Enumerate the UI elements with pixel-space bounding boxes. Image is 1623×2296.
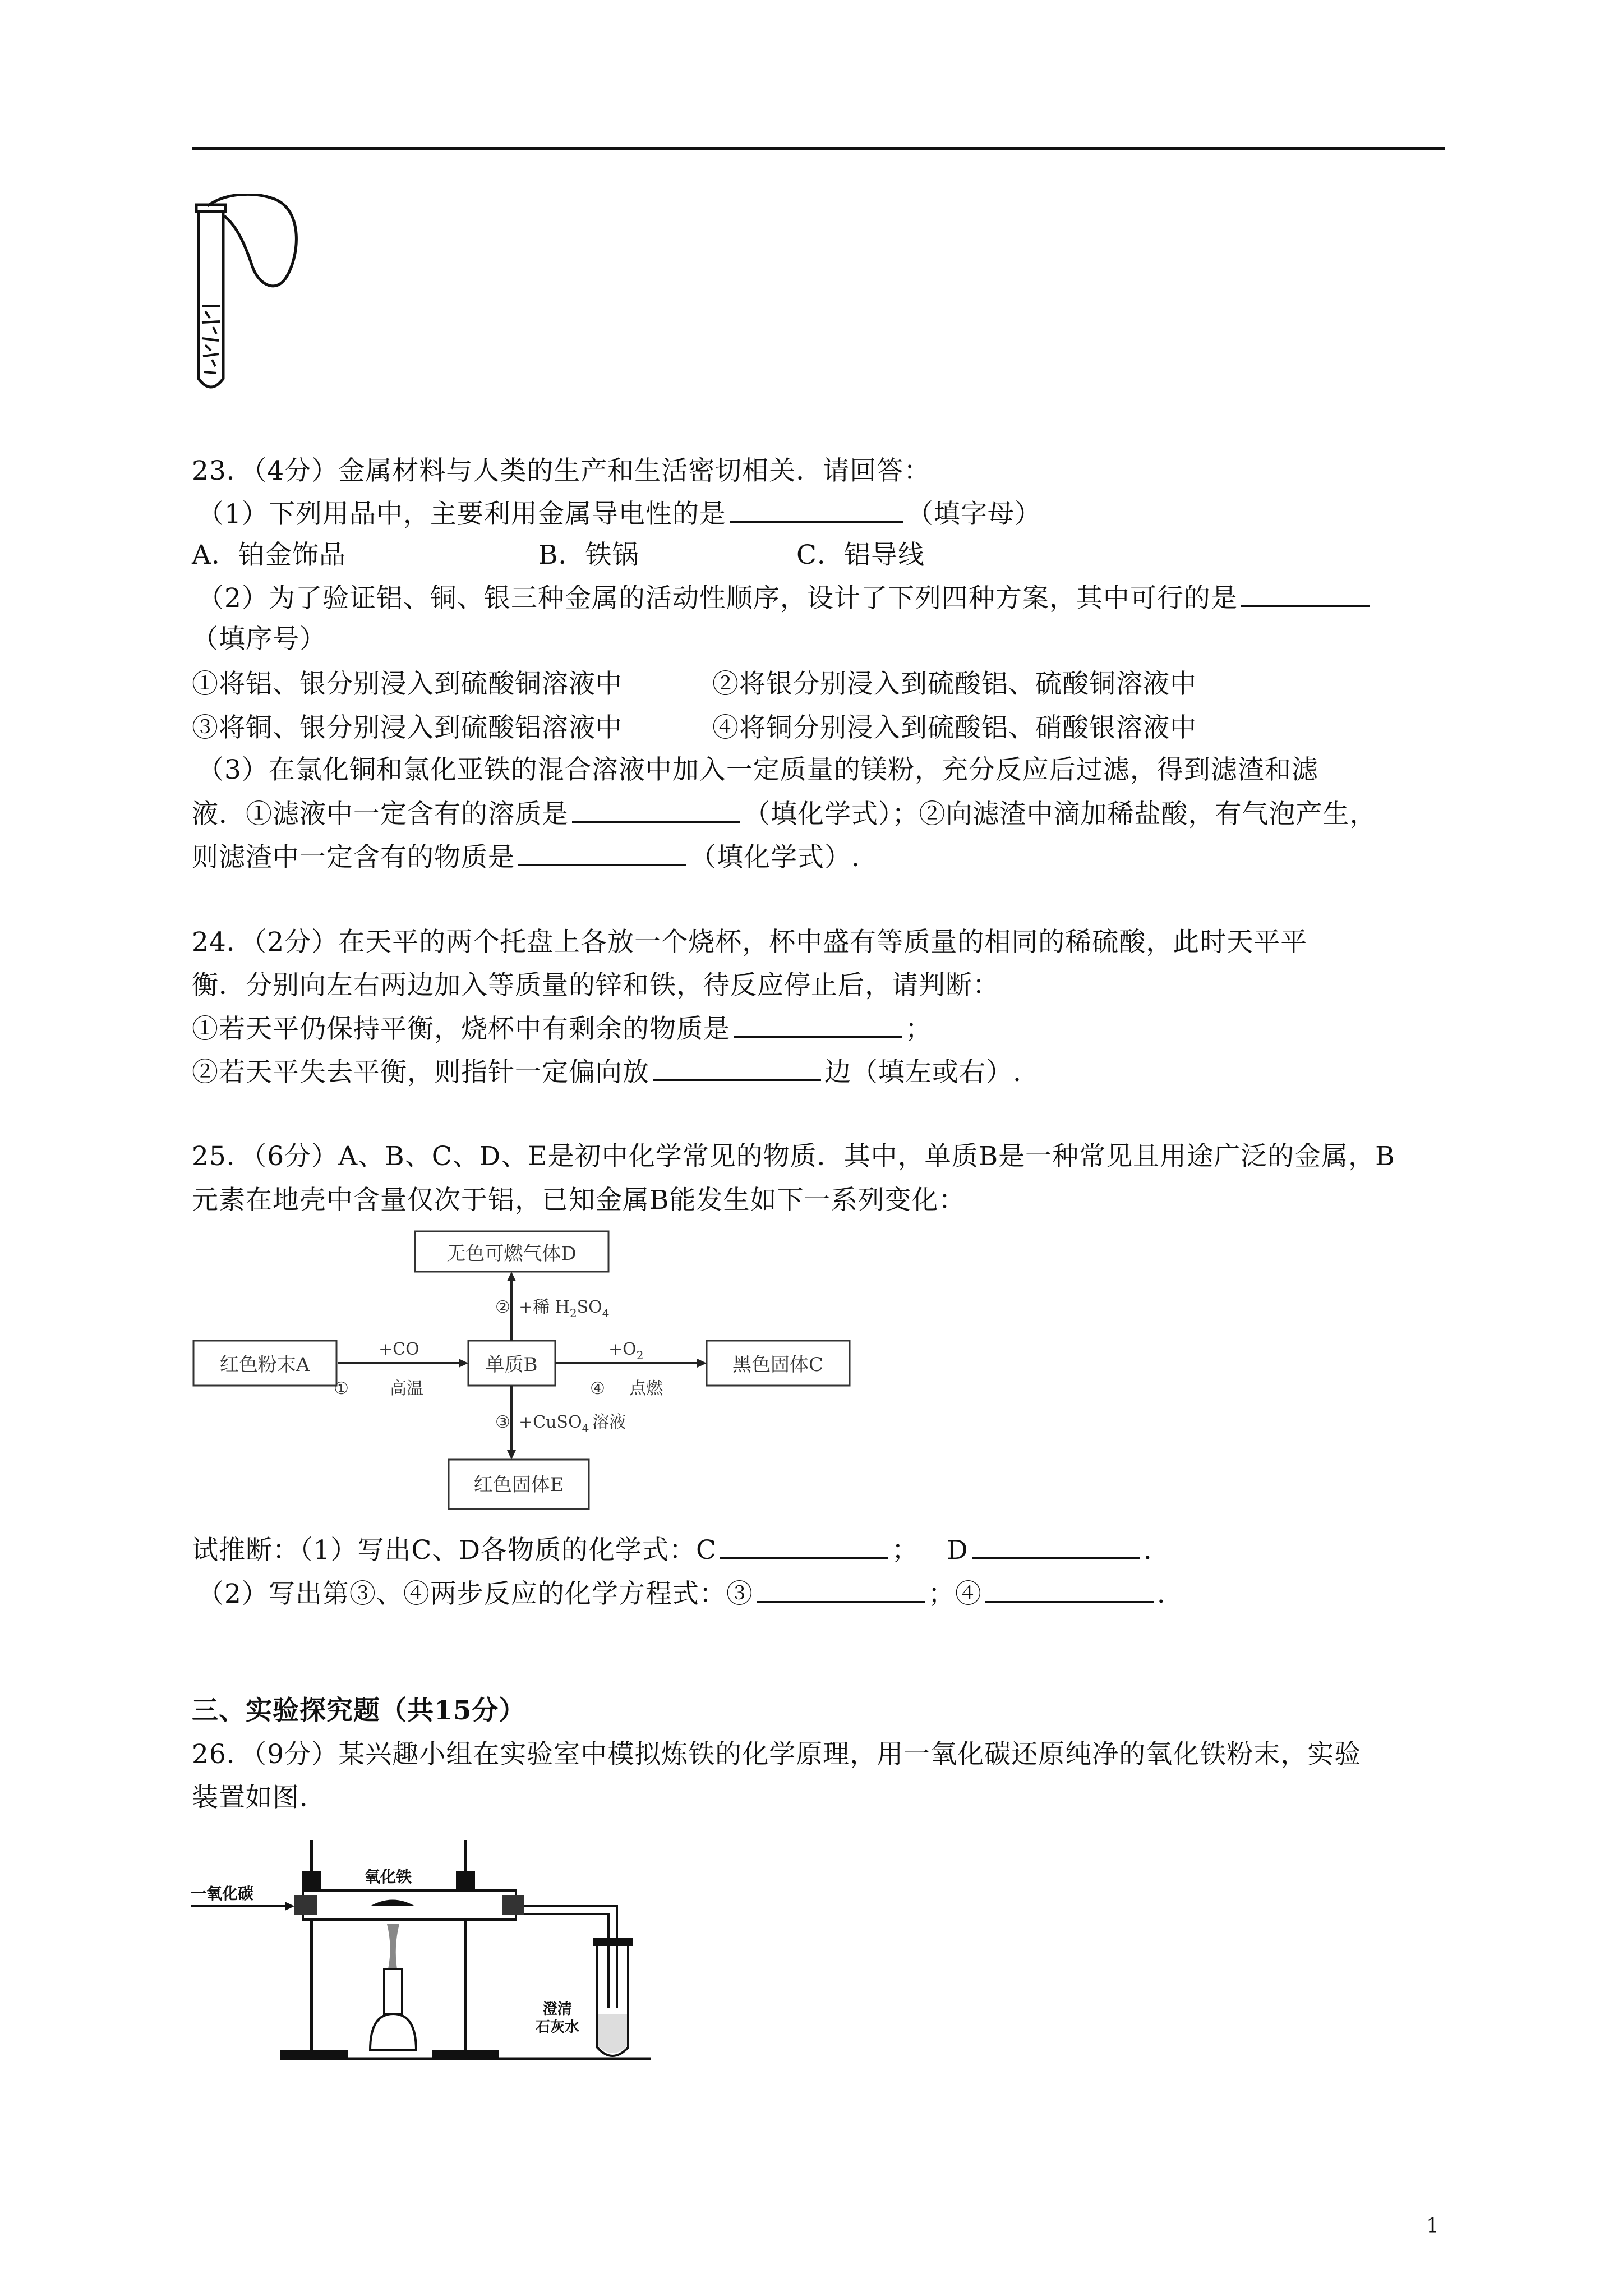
box-e — [449, 1460, 589, 1509]
test-tube-figure — [191, 194, 320, 407]
q23-part1-blank[interactable] — [730, 496, 903, 523]
gas-outlet-tube — [524, 1906, 617, 2008]
label-h2so4-sub4: 4 — [602, 1306, 610, 1320]
header-rule — [192, 147, 1445, 150]
q23-part3-text-a: 液．①滤液中一定含有的溶质是 — [192, 799, 569, 830]
q26-line1: 26．（9分）某兴趣小组在实验室中模拟炼铁的化学原理，用一氧化碳还原纯净的氧化铁粉末，实验 — [192, 1739, 1362, 1770]
label-step3: ③ — [495, 1412, 510, 1432]
q24-line3-end: ； — [905, 1014, 932, 1045]
box-b — [468, 1341, 555, 1386]
box-a-label: 红色粉末A — [219, 1354, 310, 1376]
q23-plan-1: ①将铝、银分别浸入到硫酸铜溶液中 — [192, 669, 623, 700]
q25-q1-d: D — [947, 1535, 969, 1566]
q25-q2-text: （2）写出第③、④两步反应的化学方程式：③ — [197, 1579, 753, 1609]
box-b-label: 单质B — [485, 1354, 538, 1376]
label-o2-text: +O — [608, 1340, 637, 1359]
q23-option-b: B．铁锅 — [538, 540, 639, 570]
box-d — [415, 1231, 608, 1272]
q24-line3 — [192, 1011, 932, 1046]
label-o2-sub: 2 — [636, 1349, 644, 1362]
apparatus-figure — [191, 1829, 651, 2076]
box-c — [707, 1341, 850, 1386]
q23-plan-3: ③将铜、银分别浸入到硫酸铝溶液中 — [192, 712, 623, 743]
label-step1: ① — [334, 1379, 349, 1398]
q23-part3-text-d: （填化学式）. — [690, 842, 860, 873]
q23-part3-line3 — [192, 840, 860, 875]
q23-part3-text-c: 则滤渣中一定含有的物质是 — [192, 842, 515, 873]
label-cuso4 — [519, 1412, 626, 1435]
q23-part2-note: （填序号） — [192, 624, 326, 655]
stand-left — [280, 1840, 348, 2059]
box-e-label: 红色固体E — [473, 1474, 564, 1496]
co-inlet-arrowhead — [285, 1902, 294, 1911]
q23-option-c: C．铝导线 — [796, 540, 925, 570]
q25-d-blank[interactable] — [972, 1533, 1140, 1559]
label-dianran: 点燃 — [629, 1379, 663, 1398]
label-h2so4-sub2: 2 — [569, 1306, 577, 1320]
q23-part1 — [197, 496, 1041, 531]
q24-line4 — [192, 1055, 1022, 1089]
q24-line2: 衡．分别向左右两边加入等质量的锌和铁，待反应停止后，请判断： — [192, 970, 999, 1001]
q25-q1-sep: ； — [892, 1535, 919, 1566]
section3-heading: 三、实验探究题（共15分） — [192, 1695, 526, 1726]
q25-line2: 元素在地壳中含量仅次于铝，已知金属B能发生如下一系列变化： — [192, 1185, 966, 1216]
label-rongye: 溶液 — [592, 1412, 626, 1432]
q25-question1 — [192, 1533, 1152, 1567]
arrowhead-b-to-e — [507, 1450, 516, 1460]
q24-side-blank[interactable] — [653, 1055, 821, 1081]
q24-line3-text: ①若天平仍保持平衡，烧杯中有剩余的物质是 — [192, 1014, 730, 1045]
q26-line2: 装置如图． — [192, 1782, 326, 1813]
stand-right — [432, 1840, 499, 2059]
q24-line4-end: 边（填左或右）. — [824, 1057, 1022, 1088]
box-c-label: 黑色固体C — [732, 1354, 824, 1376]
q23-title: 23．（4分）金属材料与人类的生产和生活密切相关．请回答： — [192, 455, 931, 486]
label-limewater-2: 石灰水 — [536, 2019, 580, 2036]
label-cuso4-sub: 4 — [582, 1421, 589, 1435]
page-number: 1 — [1426, 2215, 1439, 2238]
q25-line1: 25．（6分）A、B、C、D、E是初中化学常见的物质．其中，单质B是一种常见且用途广泛的金属，B — [192, 1141, 1395, 1172]
box-d-label: 无色可燃气体D — [446, 1243, 577, 1265]
label-o2 — [608, 1340, 643, 1362]
q25-q2-end: . — [1156, 1579, 1166, 1609]
q24-line4-text: ②若天平失去平衡，则指针一定偏向放 — [192, 1057, 649, 1088]
label-step4: ④ — [590, 1379, 605, 1398]
q23-option-a: A．铂金饰品 — [192, 540, 346, 570]
q23-plan-4: ④将铜分别浸入到硫酸铝、硝酸银溶液中 — [712, 712, 1197, 743]
limewater-tube — [593, 1938, 633, 2056]
q25-c-blank[interactable] — [720, 1533, 888, 1559]
q25-question2 — [197, 1576, 1166, 1611]
q23-part3-line1: （3）在氯化铜和氯化亚铁的混合溶液中加入一定质量的镁粉，充分反应后过滤，得到滤渣和滤 — [197, 754, 1318, 785]
q24-remaining-blank[interactable] — [734, 1011, 902, 1038]
q23-part2-blank[interactable] — [1241, 581, 1370, 607]
label-h2so4-so: SO — [577, 1297, 602, 1317]
box-a — [193, 1341, 336, 1386]
reaction-diagram — [191, 1228, 886, 1520]
label-gaowen: 高温 — [390, 1379, 423, 1398]
q25-q2-sep: ；④ — [928, 1579, 982, 1609]
q23-part1-text: （1）下列用品中，主要利用金属导电性的是 — [197, 499, 726, 530]
q25-step4-blank[interactable] — [985, 1576, 1154, 1603]
q23-part3-line2 — [192, 797, 1377, 831]
label-step2: ② — [495, 1297, 510, 1317]
q23-part3-text-b: （填化学式）；②向滤渣中滴加稀盐酸，有气泡产生， — [744, 799, 1377, 830]
arrowhead-a-to-b — [459, 1359, 468, 1368]
q23-plan-2: ②将银分别浸入到硫酸铝、硫酸铜溶液中 — [712, 669, 1197, 700]
arrowhead-b-to-d — [507, 1272, 516, 1281]
label-h2so4 — [519, 1297, 609, 1320]
label-limewater-1: 澄清 — [543, 2001, 573, 2018]
q23-part1-note: （填字母） — [906, 499, 1041, 530]
arrowhead-b-to-c — [697, 1359, 707, 1368]
label-co: +CO — [379, 1340, 419, 1359]
alcohol-lamp — [370, 1924, 416, 2050]
q25-step3-blank[interactable] — [757, 1576, 925, 1603]
q23-part2-text: （2）为了验证铝、铜、银三种金属的活动性顺序，设计了下列四种方案，其中可行的是 — [197, 583, 1238, 614]
q25-q1-end: . — [1143, 1535, 1152, 1566]
q25-q1-text: 试推断：（1）写出C、D各物质的化学式：C — [192, 1535, 717, 1566]
q23-residue-blank[interactable] — [518, 840, 686, 866]
label-iron-oxide: 氧化铁 — [365, 1867, 412, 1886]
label-cuso4-text: +CuSO — [519, 1412, 582, 1432]
label-co-gas: 一氧化碳 — [191, 1884, 254, 1903]
q23-part2 — [197, 581, 1373, 615]
label-h2so4-text: +稀 H — [519, 1297, 570, 1317]
q24-line1: 24．（2分）在天平的两个托盘上各放一个烧杯，杯中盛有等质量的相同的稀硫酸，此时天平平 — [192, 927, 1308, 958]
q23-solute-blank[interactable] — [572, 797, 740, 823]
